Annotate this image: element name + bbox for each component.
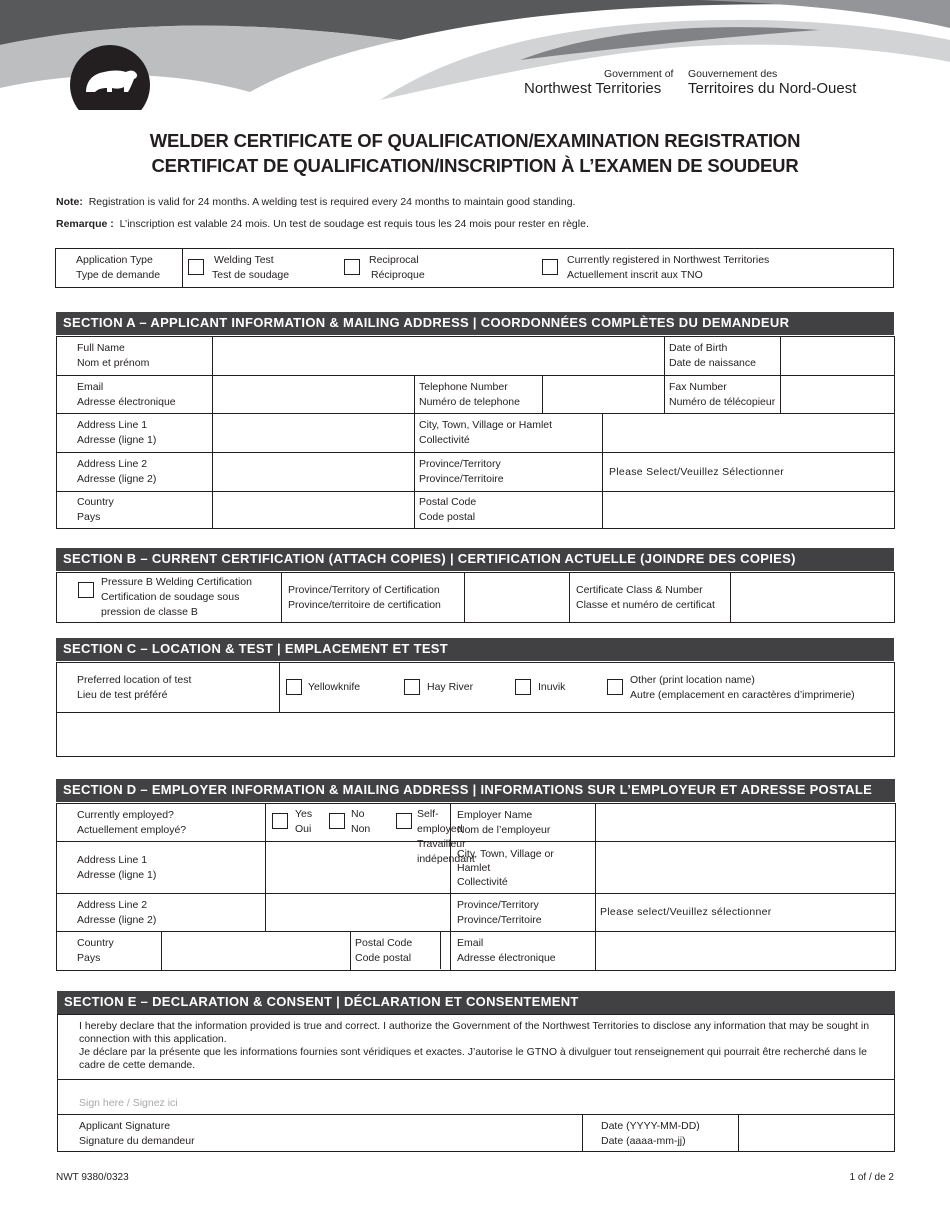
sign-here-field[interactable]: Sign here / Signez ici — [79, 1097, 178, 1109]
emp-address2-label: Address Line 2 Adresse (ligne 2) — [57, 894, 266, 932]
note-en: Note: Registration is valid for 24 months. A welding test is required every 24 months to maintain good standing. — [56, 196, 576, 208]
hay-river-checkbox[interactable] — [404, 679, 420, 695]
declaration-text: I hereby declare that the information provided is true and correct. I authorize the Government of the Northwest Territories to disclose any information that may be sought in connection with this application. Je déclare par la présente que les informations fournies sont véridiques et exactes. J’autorise le GTNO à divulguer tout renseignement qui pourrait être recherché dans le cadre de cette demande. — [79, 1020, 870, 1071]
telephone-label: Telephone Number Numéro de telephone — [415, 376, 543, 414]
gov-en: Government of Northwest Territories — [524, 68, 674, 98]
province-cert-input[interactable] — [465, 573, 570, 623]
emp-province-label: Province/Territory Province/Territoire — [451, 894, 596, 932]
inuvik-checkbox[interactable] — [515, 679, 531, 695]
dob-input[interactable] — [781, 337, 895, 376]
emp-city-input[interactable] — [596, 842, 896, 894]
full-name-label: Full Name Nom et prénom — [57, 337, 213, 376]
hay-river-label: Hay River — [427, 681, 474, 693]
yellowknife-label: Yellowknife — [308, 681, 361, 693]
polar-bear-icon — [80, 62, 140, 96]
address1-label: Address Line 1 Adresse (ligne 1) — [57, 414, 213, 453]
city-input[interactable] — [603, 414, 895, 453]
employed-label: Currently employed? Actuellement employé? — [57, 804, 266, 842]
email-input[interactable] — [213, 376, 415, 414]
city-label: City, Town, Village or Hamlet Collectivité — [415, 414, 603, 453]
self-employed-checkbox[interactable] — [396, 813, 412, 829]
self-employed-label: Self-employed Travailleur indépendant — [417, 808, 475, 865]
pressure-b-cell: Pressure B Welding Certification Certification de soudage sous pression de classe B — [57, 573, 282, 623]
emp-email-label: Email Adresse électronique — [451, 932, 596, 971]
gov-fr: Gouvernement des Territoires du Nord-Ouest — [688, 68, 857, 98]
emp-province-select[interactable]: Please select/Veuillez sélectionner — [596, 894, 896, 932]
address2-input[interactable] — [213, 453, 415, 492]
employed-no-checkbox[interactable] — [329, 813, 345, 829]
emp-address1-label: Address Line 1 Adresse (ligne 1) — [57, 842, 266, 894]
country-label: Country Pays — [57, 492, 213, 529]
section-d-table — [56, 803, 896, 971]
employer-name-label: Employer Name Nom de l’employeur — [451, 804, 596, 842]
address1-input[interactable] — [213, 414, 415, 453]
pressure-b-checkbox[interactable] — [78, 582, 94, 598]
address2-label: Address Line 2 Adresse (ligne 2) — [57, 453, 213, 492]
section-b-header: SECTION B – CURRENT CERTIFICATION (ATTACH COPIES) | CERTIFICATION ACTUELLE (JOINDRE DES COPIES) — [56, 548, 894, 571]
section-b-table — [56, 572, 895, 623]
full-name-input[interactable] — [213, 337, 665, 376]
reciprocal-checkbox[interactable] — [344, 259, 360, 275]
note-fr: Remarque : L’inscription est valable 24 mois. Un test de soudage est requis tous les 24 mois pour rester en règle. — [56, 218, 589, 230]
province-select[interactable]: Please Select/Veuillez Sélectionner — [603, 453, 895, 492]
province-cert-label: Province/Territory of Certification Province/territoire de certification — [282, 573, 465, 623]
province-label: Province/Territory Province/Territoire — [415, 453, 603, 492]
page-number: 1 of / de 2 — [849, 1172, 894, 1183]
dob-label: Date of Birth Date de naissance — [665, 337, 781, 376]
applicant-signature-label: Applicant Signature Signature du demandeur — [79, 1120, 195, 1147]
section-d-header: SECTION D – EMPLOYER INFORMATION & MAILING ADDRESS | INFORMATIONS SUR L’EMPLOYEUR ET ADRESSE POSTALE — [56, 779, 895, 802]
reciprocal-label: Reciprocal Réciproque — [369, 254, 425, 281]
title-en: WELDER CERTIFICATE OF QUALIFICATION/EXAMINATION REGISTRATION — [149, 130, 801, 151]
section-c-header: SECTION C – LOCATION & TEST | EMPLACEMENT ET TEST — [56, 638, 894, 661]
fax-label: Fax Number Numéro de télécopieur — [665, 376, 781, 414]
postal-divider — [440, 931, 441, 969]
email-label: Email Adresse électronique — [57, 376, 213, 414]
section-a-table — [56, 336, 895, 529]
section-a-header: SECTION A – APPLICANT INFORMATION & MAILING ADDRESS | COORDONNÉES COMPLÈTES DU DEMANDEUR — [56, 312, 894, 335]
welding-test-label: Welding Test Test de soudage — [212, 254, 290, 281]
other-location-checkbox[interactable] — [607, 679, 623, 695]
emp-email-input[interactable] — [596, 932, 896, 971]
postal-input[interactable] — [603, 492, 895, 529]
currently-registered-label: Currently registered in Northwest Territories Actuellement inscrit aux TNO — [567, 254, 770, 281]
emp-city-label: City, Town, Village or Hamlet Collectivité — [451, 842, 596, 894]
emp-country-label: Country Pays — [57, 932, 162, 971]
employed-options — [266, 804, 475, 865]
emp-country-input[interactable] — [162, 932, 351, 971]
currently-registered-checkbox[interactable] — [542, 259, 558, 275]
employer-name-input[interactable] — [596, 804, 896, 842]
location-options — [280, 663, 895, 713]
employed-yes-label: Yes Oui — [295, 808, 313, 835]
cert-class-input[interactable] — [731, 573, 895, 623]
yellowknife-checkbox[interactable] — [286, 679, 302, 695]
cert-class-label: Certificate Class & Number Classe et numéro de certificat — [570, 573, 731, 623]
inuvik-label: Inuvik — [538, 681, 566, 693]
employed-yes-checkbox[interactable] — [272, 813, 288, 829]
other-location-input[interactable] — [57, 713, 895, 757]
fax-input[interactable] — [781, 376, 895, 414]
section-e-header: SECTION E – DECLARATION & CONSENT | DÉCLARATION ET CONSENTEMENT — [57, 991, 895, 1014]
application-type-label: Application Type Type de demande — [76, 254, 161, 281]
date-label: Date (YYYY-MM-DD) Date (aaaa-mm-jj) — [601, 1120, 700, 1147]
other-location-label: Other (print location name) Autre (emplacement en caractères d’imprimerie) — [630, 674, 855, 701]
postal-label: Postal Code Code postal — [415, 492, 603, 529]
employed-no-label: No Non — [351, 808, 371, 835]
date-input[interactable] — [739, 1115, 894, 1151]
emp-postal-label: Postal Code Code postal — [351, 932, 451, 971]
preferred-location-label: Preferred location of test Lieu de test préféré — [57, 663, 280, 713]
emp-address2-input[interactable] — [266, 894, 451, 932]
welding-test-checkbox[interactable] — [188, 259, 204, 275]
section-c-table — [56, 662, 895, 757]
form-number: NWT 9380/0323 — [56, 1172, 129, 1183]
title-fr: CERTIFICAT DE QUALIFICATION/INSCRIPTION À L’EXAMEN DE SOUDEUR — [151, 155, 799, 176]
telephone-input[interactable] — [543, 376, 665, 414]
country-input[interactable] — [213, 492, 415, 529]
